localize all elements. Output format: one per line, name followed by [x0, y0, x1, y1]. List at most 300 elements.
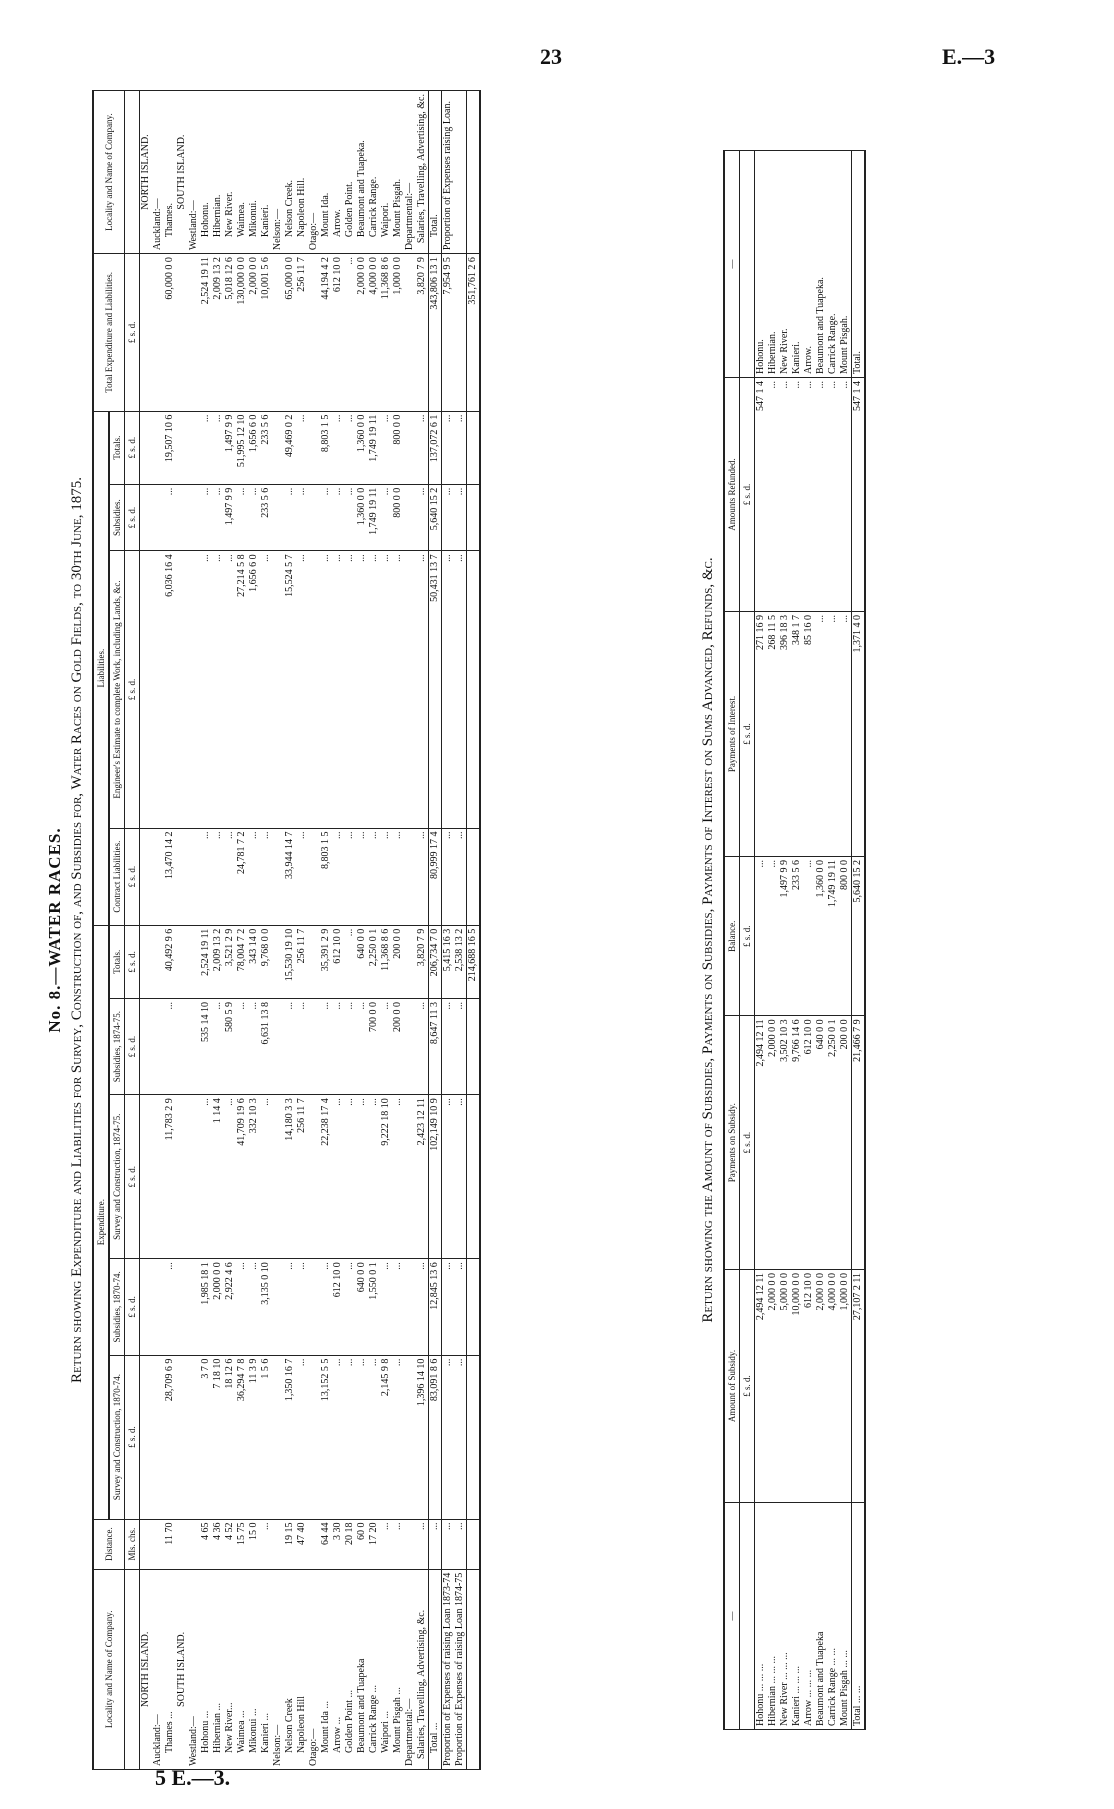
table-cell: ...: [248, 1259, 260, 1355]
table-cell: 15,524 5 7: [284, 551, 296, 828]
table-cell: 5,415 16 3: [442, 925, 455, 998]
table-cell: 214,688 16 5: [467, 925, 481, 998]
table-cell: 547 1 4: [755, 378, 768, 612]
table-cell: [152, 1095, 164, 1259]
table-cell: 85 16 0: [803, 612, 815, 857]
row-label-right: Golden Point.: [344, 91, 356, 254]
row-label-right: New River.: [779, 151, 791, 378]
table-cell: ...: [454, 998, 467, 1094]
table-cell: ...: [212, 828, 224, 925]
row-label: Mount Ida ...: [320, 1569, 332, 1769]
table-cell: ...: [332, 1095, 344, 1259]
row-label-right: Otago:—: [308, 91, 320, 254]
table-row: [852, 151, 866, 1730]
table-row: [779, 151, 791, 1730]
row-label-right: Carrick Range.: [368, 91, 380, 254]
table-row: [320, 91, 332, 1770]
group-expenditure: Expenditure.: [93, 925, 109, 1519]
table-cell: 1 14 4: [212, 1095, 224, 1259]
table-cell: 3 30: [332, 1519, 344, 1569]
units-money: £ s. d.: [125, 828, 140, 925]
row-label-right: Beaumont and Tuapeka.: [815, 151, 827, 378]
table-cell: [152, 998, 164, 1094]
table-cell: [404, 925, 416, 998]
table-cell: 7,954 9 5: [442, 254, 455, 411]
table-cell: [404, 411, 416, 484]
table-cell: [467, 551, 481, 828]
col-subsidies-1874: Subsidies, 1874-75.: [109, 998, 125, 1094]
table-cell: ...: [380, 1259, 392, 1355]
table-cell: 612 10 0: [332, 1259, 344, 1355]
table-cell: ...: [442, 1259, 455, 1355]
table-cell: 24,781 7 2: [236, 828, 248, 925]
table-cell: [272, 484, 284, 551]
table-cell: 256 11 7: [296, 254, 308, 411]
table-cell: [308, 254, 320, 411]
table-cell: ...: [392, 1519, 404, 1569]
table-cell: 41,709 19 6: [236, 1095, 248, 1259]
table-cell: 2,000 0 0: [767, 1016, 779, 1270]
row-label: SOUTH ISLAND.: [176, 1569, 188, 1769]
table-cell: 200 0 0: [839, 1016, 852, 1270]
table-cell: [152, 484, 164, 551]
table-cell: 130,000 0 0: [236, 254, 248, 411]
row-label: Arrow ...: [332, 1569, 344, 1769]
row-label-right: Westland:—: [188, 91, 200, 254]
table-cell: [176, 1259, 188, 1355]
table-cell: 19 15: [284, 1519, 296, 1569]
table-row: [767, 151, 779, 1730]
table-cell: [467, 484, 481, 551]
table-cell: ...: [344, 998, 356, 1094]
subsidies-table: [723, 150, 866, 1730]
row-label-right: NORTH ISLAND.: [140, 91, 153, 254]
table-cell: ...: [380, 411, 392, 484]
table-cell: ...: [815, 378, 827, 612]
table-cell: ...: [260, 551, 272, 828]
table-cell: 1,360 0 0: [815, 857, 827, 1016]
table-cell: [467, 1095, 481, 1259]
table-cell: 2,000 0 0: [815, 1269, 827, 1502]
table-cell: [176, 1095, 188, 1259]
table-cell: 612 10 0: [332, 925, 344, 998]
table-cell: [404, 1095, 416, 1259]
table-cell: [176, 828, 188, 925]
row-label-right: Hibernian.: [212, 91, 224, 254]
table-cell: ...: [380, 828, 392, 925]
table-cell: 2,009 13 2: [212, 254, 224, 411]
table-cell: 14,180 3 3: [284, 1095, 296, 1259]
table-cell: 60 0: [356, 1519, 368, 1569]
table-cell: [308, 484, 320, 551]
row-label: New River...: [224, 1569, 236, 1769]
table-cell: ...: [767, 378, 779, 612]
table-cell: ...: [442, 1095, 455, 1259]
table-cell: 5,640 15 2: [852, 857, 866, 1016]
table-cell: 18 12 6: [224, 1355, 236, 1519]
table-cell: ...: [356, 551, 368, 828]
table-cell: ...: [442, 828, 455, 925]
table-cell: ...: [839, 612, 852, 857]
table-cell: 1,000 0 0: [839, 1269, 852, 1502]
table-cell: 9,766 14 6: [791, 1016, 803, 1270]
units-money: £ s. d.: [125, 1355, 140, 1519]
footer-page-reference: 5 E.—3.: [155, 1765, 231, 1790]
table-cell: ...: [380, 1519, 392, 1569]
table-cell: [188, 411, 200, 484]
table-cell: [467, 1355, 481, 1519]
table-cell: ...: [344, 925, 356, 998]
table-cell: 15 75: [236, 1519, 248, 1569]
table-cell: ...: [392, 1355, 404, 1519]
return-title-2: Return showing the Amount of Subsidies, Payments on Subsidies, Payments of Interest on Sums Advanced, Refunds, &c.: [700, 557, 716, 1323]
table-cell: [272, 998, 284, 1094]
water-races-return: [45, 90, 675, 1770]
table-cell: [308, 1259, 320, 1355]
table-cell: 33,944 14 7: [284, 828, 296, 925]
table-cell: ...: [767, 857, 779, 1016]
row-label: Napoleon Hill: [296, 1569, 308, 1769]
table-cell: [467, 1519, 481, 1569]
row-label: Waimea ...: [236, 1569, 248, 1769]
col-exp-totals: Totals.: [109, 925, 125, 998]
table-cell: 800 0 0: [839, 857, 852, 1016]
table-row: [152, 91, 164, 1770]
table-cell: ...: [344, 1259, 356, 1355]
units-blank: [125, 1569, 140, 1769]
table-cell: ...: [344, 484, 356, 551]
table-cell: 2,009 13 2: [212, 925, 224, 998]
table-cell: [188, 925, 200, 998]
row-label-right: Auckland:—: [152, 91, 164, 254]
units-money: £ s. d.: [125, 551, 140, 828]
table-cell: 47 40: [296, 1519, 308, 1569]
table-cell: 5,640 15 2: [429, 484, 442, 551]
table-cell: ...: [454, 828, 467, 925]
table-cell: ...: [368, 1355, 380, 1519]
table-cell: 233 5 6: [260, 484, 272, 551]
table-cell: 12,845 13 6: [429, 1259, 442, 1355]
table-cell: [308, 1519, 320, 1569]
table-cell: 1 5 6: [260, 1355, 272, 1519]
table-row: [248, 91, 260, 1770]
col-amount-subsidy: Amount of Subsidy.: [724, 1269, 740, 1502]
table-cell: ...: [260, 1095, 272, 1259]
table-cell: ...: [344, 828, 356, 925]
table-cell: 50,431 13 7: [429, 551, 442, 828]
table-cell: 3,820 7 9: [416, 254, 429, 411]
table-cell: ...: [236, 1259, 248, 1355]
row-label: Carrick Range ...: [368, 1569, 380, 1769]
table-cell: [176, 411, 188, 484]
row-label-right: Napoleon Hill.: [296, 91, 308, 254]
table-cell: 78,004 7 2: [236, 925, 248, 998]
row-label-right: Mount Ida.: [320, 91, 332, 254]
table-cell: ...: [296, 998, 308, 1094]
units-money: £ s. d.: [740, 1016, 755, 1270]
table-cell: 28,709 6 9: [164, 1355, 176, 1519]
table-cell: 11 3 9: [248, 1355, 260, 1519]
table-cell: ...: [200, 828, 212, 925]
table-cell: 1,985 18 1: [200, 1259, 212, 1355]
table-cell: [272, 254, 284, 411]
table-cell: ...: [803, 378, 815, 612]
table-cell: 1,360 0 0: [356, 411, 368, 484]
table-cell: 15,530 19 10: [284, 925, 296, 998]
table-cell: 233 5 6: [791, 857, 803, 1016]
return-title: Return showing Expenditure and Liabilities for Survey, Construction of, and Subsidies for, Water Races on Gold Fields, to 30th June, 1875.: [69, 477, 85, 1383]
table-cell: ...: [356, 828, 368, 925]
row-label-right: Mount Pisgah.: [392, 91, 404, 254]
row-label: Total ... ...: [852, 1503, 866, 1730]
row-label: Thames ...: [164, 1569, 176, 1769]
col-payments-interest: Payments of Interest.: [724, 612, 740, 857]
units-money: £ s. d.: [125, 1259, 140, 1355]
table-cell: ...: [356, 1355, 368, 1519]
table-cell: 268 11 5: [767, 612, 779, 857]
table-cell: 612 10 0: [803, 1016, 815, 1270]
table-cell: 2,423 12 11: [416, 1095, 429, 1259]
row-label: Beaumont and Tuapeka: [356, 1569, 368, 1769]
table-cell: [404, 1259, 416, 1355]
table-cell: [188, 1259, 200, 1355]
table-cell: [404, 998, 416, 1094]
col-survey-1870: Survey and Construction, 1870-74.: [109, 1355, 125, 1519]
table-cell: [188, 1095, 200, 1259]
table-cell: [467, 1259, 481, 1355]
table-cell: 10,001 5 6: [260, 254, 272, 411]
table-cell: 2,524 19 11: [200, 254, 212, 411]
table-cell: ...: [392, 828, 404, 925]
row-label-right: Arrow.: [332, 91, 344, 254]
table-cell: 27,107 2 11: [852, 1269, 866, 1502]
table-cell: 13,152 5 5: [320, 1355, 332, 1519]
table-cell: 343 14 0: [248, 925, 260, 998]
table-cell: ...: [368, 828, 380, 925]
row-label: Mount Pisgah ...: [392, 1569, 404, 1769]
table-cell: [140, 254, 153, 411]
table-cell: ...: [344, 411, 356, 484]
table-cell: 20 18: [344, 1519, 356, 1569]
row-label-right: [454, 91, 467, 254]
table-cell: ...: [442, 1355, 455, 1519]
table-cell: [272, 1095, 284, 1259]
table-cell: 8,647 11 3: [429, 998, 442, 1094]
table-cell: [140, 1355, 153, 1519]
group-liabilities: Liabilities.: [93, 411, 109, 925]
row-label: Kanieri ... ... ...: [791, 1503, 803, 1730]
table-cell: [140, 1519, 153, 1569]
table-cell: 1,656 6 0: [248, 551, 260, 828]
units-money: £ s. d.: [125, 998, 140, 1094]
table-cell: ...: [260, 828, 272, 925]
table-cell: [152, 254, 164, 411]
row-label-right: Proportion of Expenses raising Loan.: [442, 91, 455, 254]
table-cell: ...: [344, 1355, 356, 1519]
table-cell: 271 16 9: [755, 612, 768, 857]
table-cell: [308, 1355, 320, 1519]
row-label: Westland:—: [188, 1569, 200, 1769]
table-row: [392, 91, 404, 1770]
table-cell: ...: [454, 484, 467, 551]
table-cell: [308, 411, 320, 484]
table-cell: 348 1 7: [791, 612, 803, 857]
table-cell: 22,238 17 4: [320, 1095, 332, 1259]
table-cell: [272, 551, 284, 828]
table-cell: 1,497 9 9: [224, 484, 236, 551]
row-label: Carrick Range ... ...: [827, 1503, 839, 1730]
table-cell: ...: [248, 828, 260, 925]
table-cell: ...: [200, 1095, 212, 1259]
table-cell: [152, 1355, 164, 1519]
table-cell: 80,999 17 4: [429, 828, 442, 925]
table-row: [332, 91, 344, 1770]
table-cell: 35,391 2 9: [320, 925, 332, 998]
table-cell: [176, 1355, 188, 1519]
col-locality: Locality and Name of Company.: [93, 1569, 125, 1769]
table-cell: [188, 1519, 200, 1569]
table-cell: [308, 998, 320, 1094]
table-cell: ...: [224, 828, 236, 925]
table-cell: 36,294 7 8: [236, 1355, 248, 1519]
table-cell: [140, 1095, 153, 1259]
table-cell: [176, 925, 188, 998]
table-row: [454, 91, 467, 1770]
col-name-right: —: [724, 151, 740, 378]
row-label: Hibernian ...: [212, 1569, 224, 1769]
table-cell: 2,000 0 0: [248, 254, 260, 411]
table-cell: ...: [454, 1519, 467, 1569]
table-cell: [176, 254, 188, 411]
table-row: [224, 91, 236, 1770]
table-cell: ...: [236, 998, 248, 1094]
table-row: [429, 91, 442, 1770]
row-label-right: Salaries, Travelling, Advertising, &c.: [416, 91, 429, 254]
table-cell: 800 0 0: [392, 411, 404, 484]
table-cell: 13,470 14 2: [164, 828, 176, 925]
table-cell: ...: [284, 484, 296, 551]
table-cell: 206,734 7 0: [429, 925, 442, 998]
table-cell: [404, 1519, 416, 1569]
row-label-right: Kanieri.: [260, 91, 272, 254]
table-cell: 2,494 12 11: [755, 1269, 768, 1502]
table-cell: 1,000 0 0: [392, 254, 404, 411]
row-label: Golden Point ...: [344, 1569, 356, 1769]
row-label-right: Nelson Creek.: [284, 91, 296, 254]
section-title: No. 8.—WATER RACES.: [45, 827, 64, 1033]
table-cell: ...: [380, 998, 392, 1094]
table-row: [416, 91, 429, 1770]
table-cell: 44,194 4 2: [320, 254, 332, 411]
table-cell: ...: [344, 1095, 356, 1259]
table-cell: 8,803 1 5: [320, 411, 332, 484]
row-label-right: Carrick Range.: [827, 151, 839, 378]
units-money: £ s. d.: [125, 484, 140, 551]
table-cell: ...: [779, 378, 791, 612]
col-subsidies-1870: Subsidies, 1870-74.: [109, 1259, 125, 1355]
units-distance: Mls. chs.: [125, 1519, 140, 1569]
table-cell: ...: [164, 1259, 176, 1355]
table-cell: 4,000 0 0: [827, 1269, 839, 1502]
table-cell: 11,368 8 6: [380, 254, 392, 411]
row-label: Arrow ... ... ...: [803, 1503, 815, 1730]
table-cell: 19,507 10 6: [164, 411, 176, 484]
table-row: [815, 151, 827, 1730]
table-row: [803, 151, 815, 1730]
table-cell: ...: [815, 612, 827, 857]
row-label: New River ... ... ...: [779, 1503, 791, 1730]
table-cell: ...: [224, 551, 236, 828]
table-cell: [152, 1519, 164, 1569]
table-cell: [140, 828, 153, 925]
table-cell: [140, 411, 153, 484]
table-cell: ...: [320, 1259, 332, 1355]
table-row: [442, 91, 455, 1770]
table-cell: 3,521 2 9: [224, 925, 236, 998]
units-money: £ s. d.: [740, 1269, 755, 1502]
table-cell: ...: [827, 612, 839, 857]
table-cell: 11,368 8 6: [380, 925, 392, 998]
row-label-right: Waipori.: [380, 91, 392, 254]
table-cell: [467, 828, 481, 925]
table-cell: 51,995 12 10: [236, 411, 248, 484]
table-row: [260, 91, 272, 1770]
table-cell: ...: [416, 551, 429, 828]
table-cell: [176, 551, 188, 828]
table-cell: ...: [296, 828, 308, 925]
row-label-right: Total.: [852, 151, 866, 378]
table-cell: 343,806 13 1: [429, 254, 442, 411]
table-cell: ...: [416, 484, 429, 551]
table-cell: [272, 1519, 284, 1569]
table-cell: ...: [296, 1259, 308, 1355]
table-cell: ...: [416, 828, 429, 925]
row-label: Auckland:—: [152, 1569, 164, 1769]
table-cell: ...: [429, 1519, 442, 1569]
table-cell: [188, 484, 200, 551]
table-cell: [308, 925, 320, 998]
table-cell: [176, 484, 188, 551]
table-cell: 1,497 9 9: [779, 857, 791, 1016]
row-label-right: Beaumont and Tuapeka.: [356, 91, 368, 254]
row-label: Mount Pisgah ... ...: [839, 1503, 852, 1730]
table-cell: 1,350 16 7: [284, 1355, 296, 1519]
table-cell: 2,145 9 8: [380, 1355, 392, 1519]
table-cell: 2,250 0 1: [368, 925, 380, 998]
table-cell: [404, 484, 416, 551]
units-money: £ s. d.: [125, 925, 140, 998]
row-label-right: Hohonu.: [755, 151, 768, 378]
row-label: Hibernian ... ... ...: [767, 1503, 779, 1730]
table-cell: 2,922 4 6: [224, 1259, 236, 1355]
table-cell: ...: [803, 857, 815, 1016]
table-cell: ...: [284, 1259, 296, 1355]
table-cell: ...: [332, 1355, 344, 1519]
table-cell: 612 10 0: [332, 254, 344, 411]
table-cell: ...: [392, 1259, 404, 1355]
table-cell: 11,783 2 9: [164, 1095, 176, 1259]
row-label-right: Nelson:—: [272, 91, 284, 254]
table-cell: ...: [332, 484, 344, 551]
table-cell: 640 0 0: [356, 1259, 368, 1355]
table-cell: 7 18 10: [212, 1355, 224, 1519]
expenditure-liabilities-table: [92, 90, 481, 1770]
units-blank: [740, 151, 755, 378]
row-label: NORTH ISLAND.: [140, 1569, 153, 1769]
table-cell: [140, 998, 153, 1094]
table-cell: [272, 828, 284, 925]
table-row: [467, 91, 481, 1770]
